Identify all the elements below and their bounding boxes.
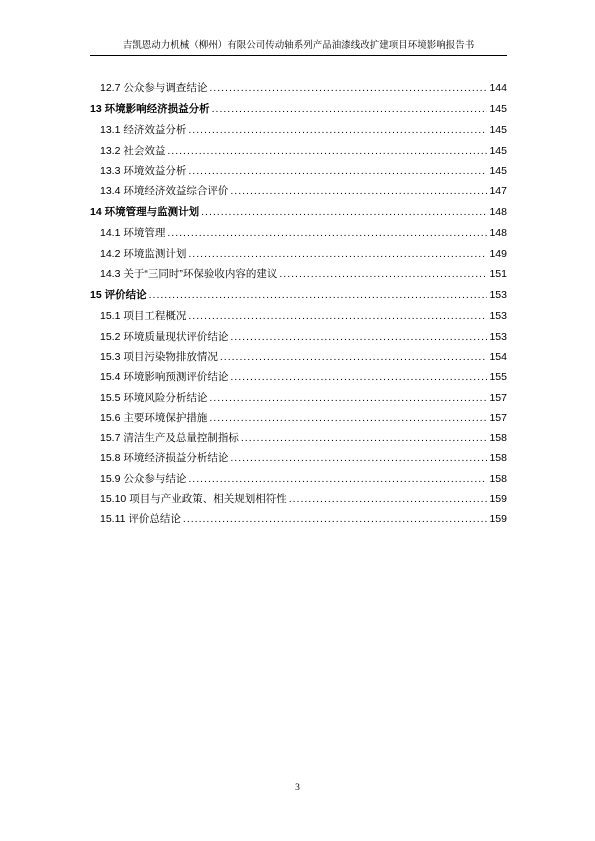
toc-entry-page: 154 [489,350,507,363]
toc-leader-dots [230,448,487,468]
toc-entry-page: 155 [489,371,507,384]
toc-leader-dots [167,223,487,243]
toc-leader-dots [188,469,487,489]
toc-entry-page: 151 [489,268,507,281]
toc-leader-dots [188,244,487,264]
toc-leader-dots [188,120,487,140]
toc-leader-dots [289,489,488,509]
toc-entry-14-2[interactable] [90,244,507,264]
toc-entry-title: 15.2 环境质量现状评价结论 [100,330,229,343]
toc-entry-title: 15.5 环境风险分析结论 [100,391,208,404]
toc-entry-15-1[interactable] [90,306,507,326]
page-header: 吉凯恩动力机械（柳州）有限公司传动轴系列产品油漆线改扩建项目环境影响报告书 [90,37,507,56]
toc-entry-page: 159 [489,493,507,506]
toc-entry-title: 13.1 经济效益分析 [100,124,187,137]
toc-entry-title: 15.3 项目污染物排放情况 [100,350,218,363]
toc-entry-title: 15 评价结论 [90,289,147,302]
toc-leader-dots [241,428,488,448]
toc-entry-13-3[interactable] [90,161,507,181]
toc-entry-title: 15.8 环境经济损益分析结论 [100,452,229,465]
toc-entry-15-4[interactable] [90,367,507,387]
toc-leader-dots [167,141,487,161]
toc-chapter-13[interactable] [90,98,507,120]
toc-entry-page: 149 [489,247,507,260]
toc-leader-dots [201,201,487,223]
toc-entry-page: 159 [489,513,507,526]
toc-leader-dots [209,408,487,428]
toc-leader-dots [230,327,487,347]
toc-entry-page: 153 [489,289,507,302]
toc-entry-page: 153 [489,310,507,323]
toc-leader-dots [149,284,488,306]
toc-leader-dots [188,161,487,181]
toc-entry-title: 13 环境影响经济损益分析 [90,103,210,116]
toc-entry-14-1[interactable] [90,223,507,243]
toc-chapter-14[interactable] [90,201,507,223]
toc-entry-title: 15.9 公众参与结论 [100,472,187,485]
toc-entry-title: 15.4 环境影响预测评价结论 [100,371,229,384]
toc-entry-15-5[interactable] [90,388,507,408]
toc-entry-15-11[interactable] [90,509,507,529]
toc-entry-15-10[interactable] [90,489,507,509]
toc-entry-page: 145 [489,103,507,116]
toc-entry-12-7[interactable] [90,78,507,98]
toc-entry-page: 145 [489,144,507,157]
toc-entry-15-2[interactable] [90,327,507,347]
toc-entry-page: 148 [489,206,507,219]
toc-entry-page: 147 [489,185,507,198]
toc-entry-13-1[interactable] [90,120,507,140]
toc-leader-dots [209,78,487,98]
toc-entry-14-3[interactable] [90,264,507,284]
toc-entry-13-4[interactable] [90,181,507,201]
toc-entry-title: 14 环境管理与监测计划 [90,206,200,219]
toc-leader-dots [230,367,487,387]
toc-entry-title: 12.7 公众参与调查结论 [100,82,208,94]
toc-entry-13-2[interactable] [90,141,507,161]
toc-entry-15-7[interactable] [90,428,507,448]
toc-entry-page: 145 [489,124,507,137]
toc-entry-15-6[interactable] [90,408,507,428]
toc-leader-dots [220,347,488,367]
table-of-contents [90,78,507,530]
toc-entry-page: 158 [489,472,507,485]
toc-entry-page: 158 [489,432,507,445]
toc-entry-title: 14.2 环境监测计划 [100,247,187,260]
toc-leader-dots [212,98,488,120]
toc-leader-dots [230,181,487,201]
toc-entry-page: 158 [489,452,507,465]
toc-entry-title: 13.3 环境效益分析 [100,164,187,177]
toc-entry-title: 15.1 项目工程概况 [100,310,187,323]
toc-entry-title: 15.11 评价总结论 [100,513,181,526]
toc-entry-page: 157 [489,391,507,404]
toc-entry-title: 13.2 社会效益 [100,144,166,157]
toc-entry-15-8[interactable] [90,448,507,468]
toc-entry-page: 144 [489,82,507,94]
page-number: 3 [295,783,300,793]
toc-entry-title: 13.4 环境经济效益综合评价 [100,185,229,198]
toc-entry-page: 153 [489,330,507,343]
toc-entry-15-9[interactable] [90,469,507,489]
toc-entry-title: 15.6 主要环境保护措施 [100,411,208,424]
toc-entry-title: 14.3 关于“三同时”环保验收内容的建议 [100,268,278,281]
toc-leader-dots [183,509,488,529]
toc-entry-title: 15.7 清洁生产及总量控制指标 [100,432,239,445]
toc-entry-page: 145 [489,164,507,177]
toc-entry-15-3[interactable] [90,347,507,367]
toc-entry-page: 157 [489,411,507,424]
toc-leader-dots [209,388,487,408]
toc-chapter-15[interactable] [90,284,507,306]
toc-entry-title: 14.1 环境管理 [100,227,166,240]
toc-entry-title: 15.10 项目与产业政策、相关规划相符性 [100,493,287,506]
toc-leader-dots [188,306,487,326]
toc-leader-dots [279,264,487,284]
toc-entry-page: 148 [489,227,507,240]
